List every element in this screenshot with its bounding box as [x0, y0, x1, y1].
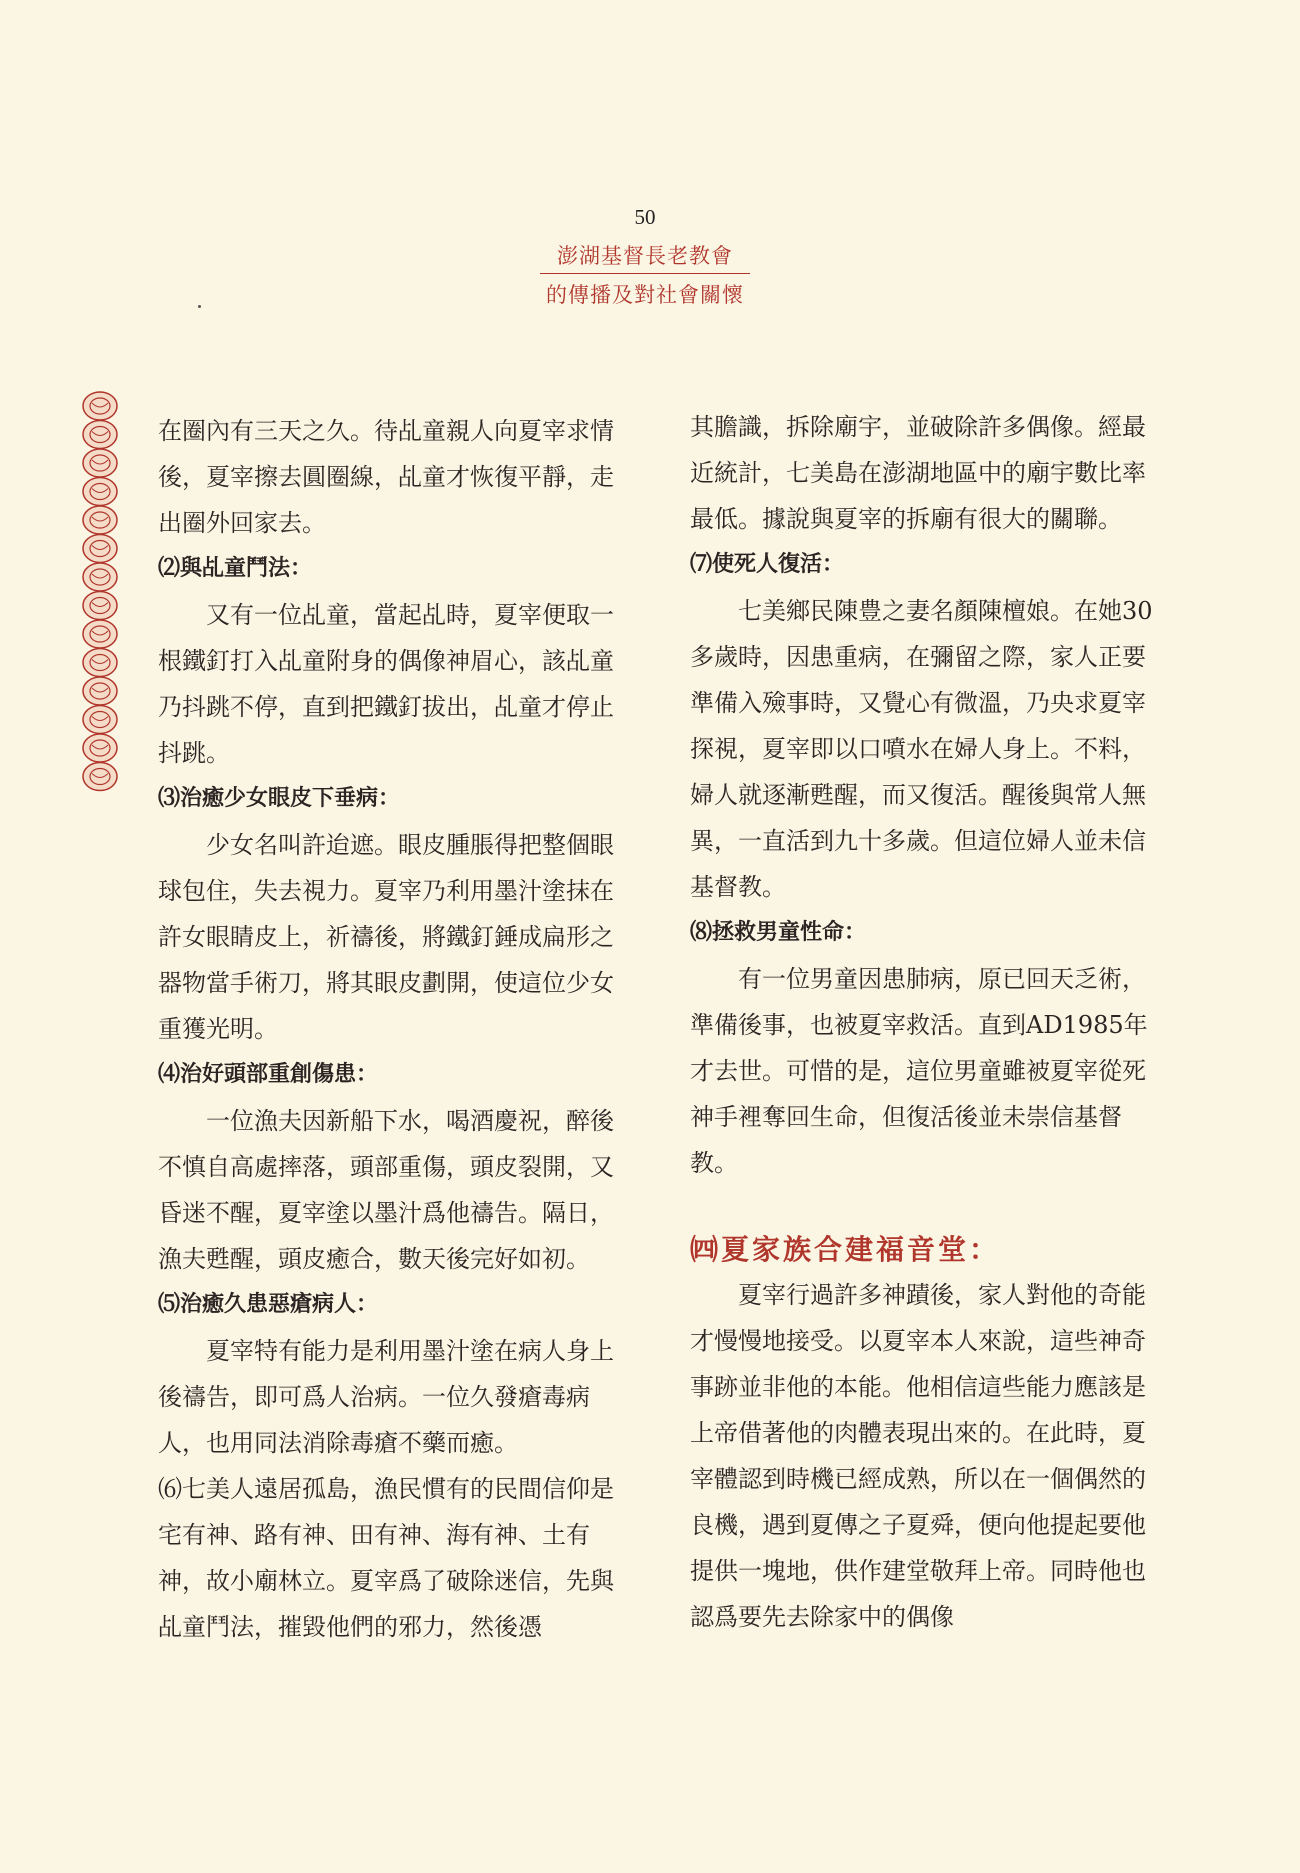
ornament-coin — [83, 592, 117, 620]
ornament-coin — [83, 535, 117, 563]
paragraph: 在圈內有三天之久。待乩童親人向夏宰求情後，夏宰擦去圓圈線，乩童才恢復平靜，走出圈外回家去。 — [158, 417, 614, 537]
paragraph: ⑹七美人遠居孤島，漁民慣有的民間信仰是宅有神、路有神、田有神、海有神、土有神，故小廟林立。夏宰爲了破除迷信，先與乩童鬥法，摧毀他們的邪力，然後憑 — [158, 1475, 614, 1641]
ornament-coin — [83, 563, 117, 591]
ornament-coin — [83, 677, 117, 705]
ornament-coin — [83, 763, 117, 791]
ornament-coin — [83, 620, 117, 648]
subheading: ⑻拯救男童性命： — [690, 920, 867, 945]
ornament-coin — [83, 392, 117, 420]
header-line-2: 的傳播及對社會關懷 — [546, 283, 744, 307]
section-heading: ㈣夏家族合建福音堂： — [690, 1233, 1001, 1266]
ornament-coin — [83, 506, 117, 534]
page-number: 50 — [634, 205, 656, 229]
paragraph: 又有一位乩童，當起乩時，夏宰便取一根鐵釘打入乩童附身的偶像神眉心，該乩童乃抖跳不停，直到把鐵釘拔出，乩童才停止抖跳。 — [158, 601, 614, 767]
ornament-coin — [83, 421, 117, 449]
subheading: ⑵與乩童鬥法： — [158, 556, 313, 581]
running-header — [540, 240, 750, 309]
paragraph: 少女名叫許迨遮。眼皮腫脹得把整個眼球包住，失去視力。夏宰乃利用墨汁塗抹在許女眼睛皮上，祈禱後，將鐵釘錘成扁形之器物當手術刀，將其眼皮劃開，使這位少女重獲光明。 — [158, 831, 614, 1043]
ornament-coin — [83, 478, 117, 506]
ornament-coin — [83, 649, 117, 677]
ornament-coin — [83, 449, 117, 477]
subheading: ⑶治癒少女眼皮下垂病： — [158, 786, 401, 811]
ornamental-border-icon — [80, 390, 120, 810]
subheading: ⑸治癒久患惡瘡病人： — [158, 1292, 379, 1317]
paragraph: 七美鄉民陳豊之妻名顏陳檀娘。在她30多歲時，因患重病，在彌留之際，家人正要準備入殮事時，又覺心有微溫，乃央求夏宰探視，夏宰即以口噴水在婦人身上。不料，婦人就逐漸甦醒，而又復活。醒後與常人無異，一直活到九十多歲。但這位婦人並未信基督教。 — [690, 597, 1153, 901]
paragraph: 其膽識，拆除廟宇，並破除許多偶像。經最近統計，七美島在澎湖地區中的廟宇數比率最低。據說與夏宰的拆廟有很大的關聯。 — [690, 413, 1146, 533]
paragraph: 有一位男童因患肺病，原已回天乏術，準備後事，也被夏宰救活。直到AD1985年才去世。可惜的是，這位男童雖被夏宰從死神手裡奪回生命，但復活後並未崇信基督教。 — [690, 965, 1148, 1177]
subheading: ⑷治好頭部重創傷患： — [158, 1062, 379, 1087]
header-line-1: 澎湖基督長老教會 — [540, 240, 750, 274]
paragraph: 夏宰特有能力是利用墨汁塗在病人身上後禱告，即可爲人治病。一位久發瘡毒病人，也用同法消除毒瘡不藥而癒。 — [158, 1337, 614, 1457]
ornament-coin — [83, 734, 117, 762]
ornament-coin — [83, 706, 117, 734]
paragraph: 一位漁夫因新船下水，喝酒慶祝，醉後不慎自高處摔落，頭部重傷，頭皮裂開，又昏迷不醒，夏宰塗以墨汁爲他禱告。隔日，漁夫甦醒，頭皮癒合，數天後完好如初。 — [158, 1107, 614, 1273]
speck — [198, 305, 201, 308]
subheading: ⑺使死人復活： — [690, 552, 845, 577]
paragraph: 夏宰行過許多神蹟後，家人對他的奇能才慢慢地接受。以夏宰本人來說，這些神奇事跡並非他的本能。他相信這些能力應該是上帝借著他的肉體表現出來的。在此時，夏宰體認到時機已經成熟，所以在一個偶然的良機，遇到夏傳之子夏舜，便向他提起要他提供一塊地，供作建堂敬拜上帝。同時他也認爲要先去除家中的偶像 — [690, 1281, 1146, 1631]
left-column — [158, 408, 628, 1650]
right-column — [690, 404, 1160, 1640]
